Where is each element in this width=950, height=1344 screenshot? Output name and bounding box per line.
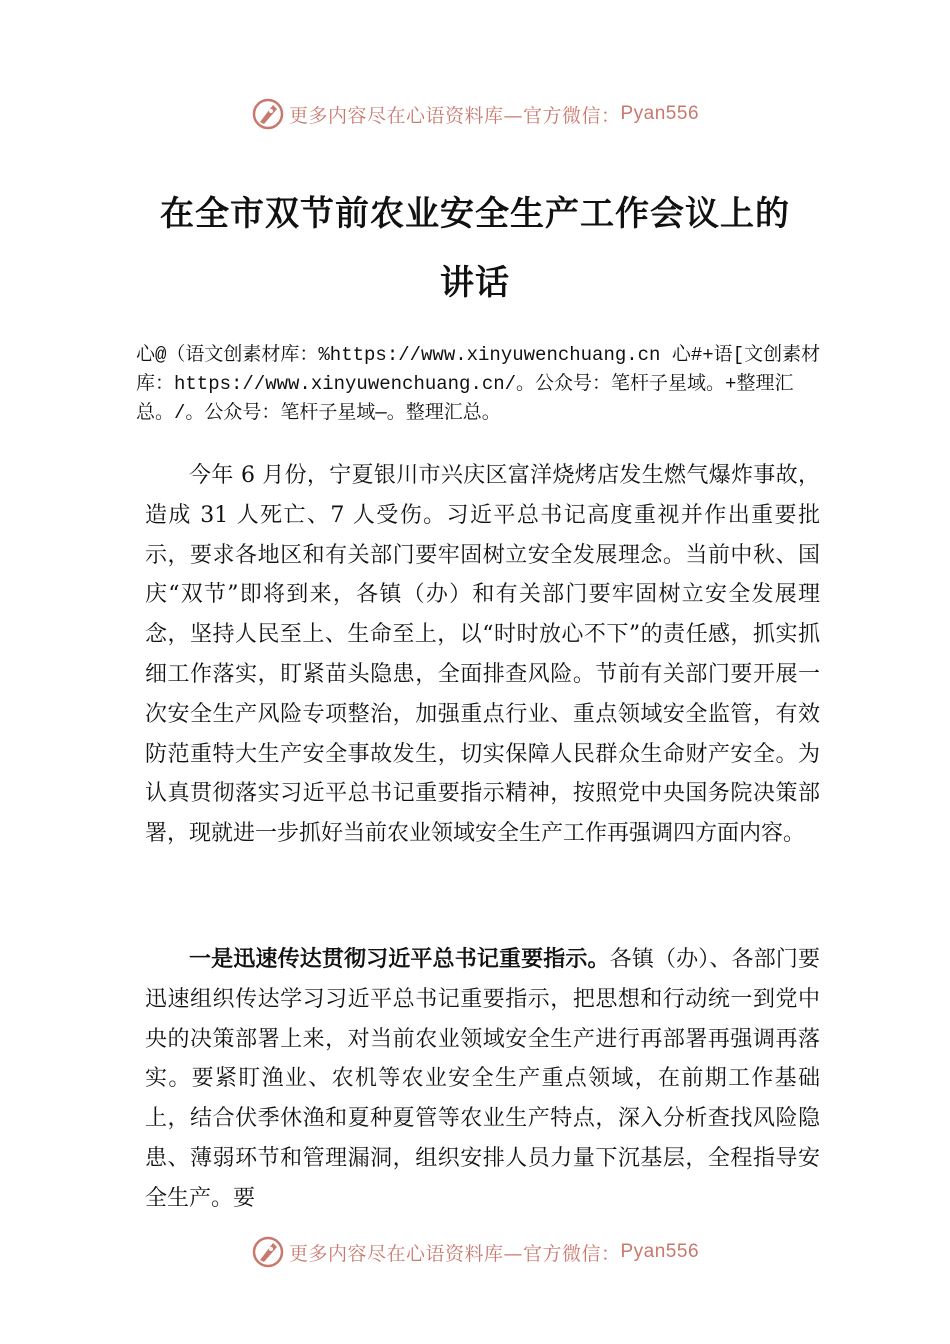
- pen-nib-logo-icon: [251, 1235, 285, 1269]
- body-paragraph-2: [145, 940, 820, 1219]
- paragraph-body-text: 各镇（办）、各部门要迅速组织传达学习习近平总书记重要指示，把思想和行动统一到党中央的决策部署上来，对当前农业领域安全生产进行再部署再强调再落实。要紧盯渔业、农机等农业安全生产重点领域，在前期工作基础上，结合伏季休渔和夏种夏管等农业生产特点，深入分析查找风险隐患、薄弱环节和管理漏洞，组织安排人员力量下沉基层，全程指导安全生产。要: [145, 947, 820, 1211]
- footer-banner: [0, 1232, 950, 1272]
- banner-wechat-id: Pyan556: [620, 1241, 700, 1262]
- header-banner: [0, 94, 950, 134]
- paragraph-lead-heading: 一是迅速传达贯彻习近平总书记重要指示。: [189, 947, 610, 972]
- body-paragraph-1: 今年 6 月份，宁夏银川市兴庆区富洋烧烤店发生燃气爆炸事故，造成 31 人死亡、7 人受伤。习近平总书记高度重视并作出重要批示，要求各地区和有关部门要牢固树立安全发展理念。当前中秋、国庆“双节”即将到来，各镇（办）和有关部门要牢固树立安全发展理念，坚持人民至上、生命至上，以“时时放心不下”的责任感，抓实抓细工作落实，盯紧苗头隐患，全面排查风险。节前有关部门要开展一次安全生产风险专项整治，加强重点行业、重点领域安全监管，有效防范重特大生产安全事故发生，切实保障人民群众生命财产安全。为认真贯彻落实习近平总书记重要指示精神，按照党中央国务院决策部署，现就进一步抓好当前农业领域安全生产工作再强调四方面内容。: [145, 463, 820, 847]
- banner-text: 更多内容尽在心语资料库—官方微信：: [288, 1242, 621, 1265]
- banner-wechat-id: Pyan556: [620, 103, 700, 124]
- document-title-line-1: 在全市双节前农业安全生产工作会议上的: [160, 194, 790, 234]
- document-title-line-2: 讲话: [440, 263, 510, 303]
- banner-text: 更多内容尽在心语资料库—官方微信：: [288, 104, 621, 127]
- source-note: 心@（语文创素材库：%https://www.xinyuwenchuang.cn 心#+语[文创素材库：https://www.xinyuwenchuang.cn/。公众号：笔杆子星域。+整理汇总。/。公众号：笔杆子星域—。整理汇总。: [136, 344, 821, 424]
- pen-nib-logo-icon: [251, 97, 285, 131]
